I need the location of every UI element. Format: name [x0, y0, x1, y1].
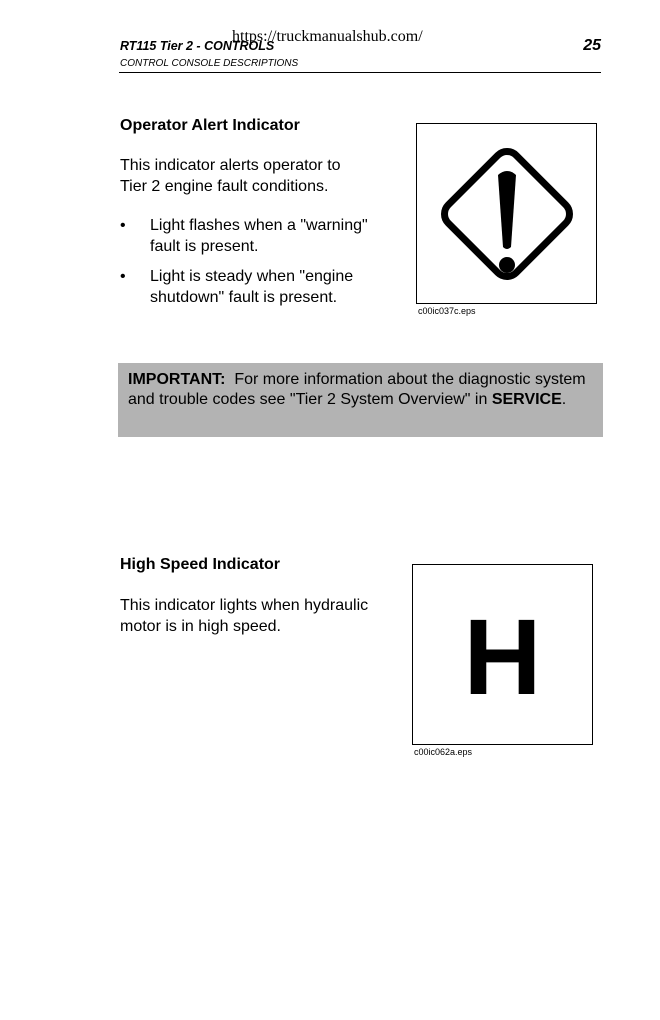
important-note [118, 363, 603, 437]
high-speed-h-icon: H [463, 595, 542, 717]
high-speed-figure-caption: c00ic062a.eps [414, 747, 473, 757]
bullet-text: Light is steady when "engine shutdown" fault is present. [150, 268, 354, 306]
operator-alert-paragraph: This indicator alerts operator to Tier 2 engine fault conditions. [120, 157, 341, 195]
operator-alert-title: Operator Alert Indicator [120, 117, 300, 134]
important-end: . [561, 391, 567, 408]
high-speed-figure [412, 564, 593, 745]
important-label: IMPORTANT: [128, 371, 226, 388]
header-subtitle: CONTROL CONSOLE DESCRIPTIONS [120, 58, 299, 69]
list-item: • Light flashes when a "warning" fault is present. [120, 217, 368, 255]
high-speed-title: High Speed Indicator [120, 556, 281, 573]
bullet-text: Light flashes when a "warning" fault is present. [150, 217, 368, 255]
page-number: 25 [583, 37, 601, 54]
warning-figure [416, 123, 597, 304]
high-speed-paragraph: This indicator lights when hydraulic motor is in high speed. [120, 597, 369, 635]
operator-alert-bullets [120, 215, 400, 317]
important-text: For more information about the diagnostic system and trouble codes see "Tier 2 System Overview" in [128, 371, 586, 408]
important-reference: SERVICE [491, 391, 562, 408]
header-title: RT115 Tier 2 - CONTROLS [120, 39, 275, 53]
warning-exclamation-icon [432, 139, 582, 289]
warning-figure-caption: c00ic037c.eps [418, 306, 476, 316]
list-item: • Light is steady when "engine shutdown" fault is present. [120, 268, 354, 306]
watermark-url[interactable]: https://truckmanualshub.com/ [232, 28, 423, 45]
header-rule [119, 72, 601, 73]
